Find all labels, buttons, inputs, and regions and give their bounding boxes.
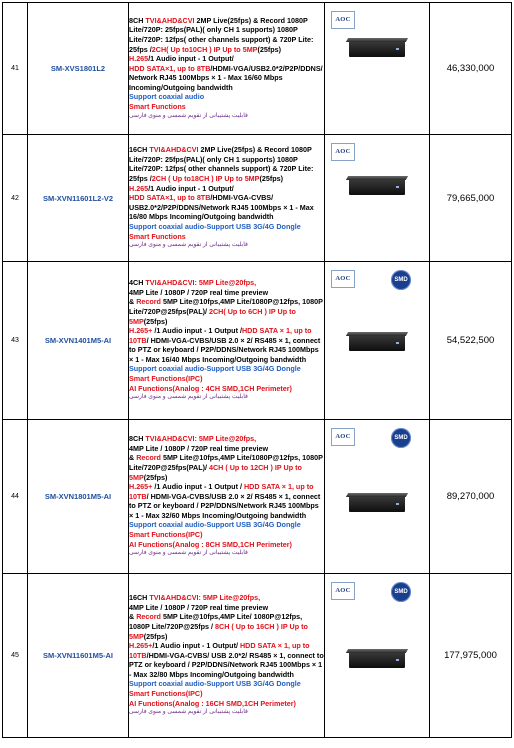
spec-highlight: Smart Functions(IPC) xyxy=(129,689,203,699)
price-value: 46,330,000 xyxy=(430,3,512,135)
spec-text: /HDMI-VGA-CVBS/ USB2.0*2/P2P/DDNS/Network RJ45 100Mbps × 1 - Max 16/80 Mbps Incoming/Outgoing bandwidth xyxy=(129,193,314,222)
spec-text: Network RJ45 100Mbps × 1 - Max 16/60 Mbps Incoming/Outgoing bandwidth xyxy=(129,73,283,92)
spec-text: /1 Audio input - 1 Output / xyxy=(152,482,244,492)
model-code: SM-XVN11601L2-V2 xyxy=(28,135,129,262)
row-number: 43 xyxy=(3,262,28,420)
model-code: SM-XVN1401M5-AI xyxy=(28,262,129,420)
spec-highlight: Support coaxial audio-Support USB 3G/4G Dongle xyxy=(129,364,301,374)
spec-text: /HDMI-VGA/USB2.0*2/P2P/DDNS/ xyxy=(210,63,323,73)
spec-text: 8CH xyxy=(129,15,146,25)
spec-highlight: TVI&AHD&CVI xyxy=(149,145,199,155)
persian-calendar-note: قابلیت پشتیبانی از تقویم شمسی و منوی فارسی xyxy=(129,242,248,249)
spec-text: /1 Audio input - 1 Output/ xyxy=(152,641,240,651)
spec-text: 2MP Live(25fps) & Record 1080P Lite/720P: 25fps(PAL)( only CH 1 supports) 1080P Lite/720P: 12fps( other channels support) & 720P Lite: 25fps / xyxy=(129,15,314,54)
spec-highlight: Smart Functions(IPC) xyxy=(129,530,203,540)
price-value: 79,665,000 xyxy=(430,135,512,262)
spec-highlight: AI Functions(Analog : 4CH SMD,1CH Perimeter) xyxy=(129,383,292,393)
spec-highlight: TVI&AHD&CVI: 5MP Lite@20fps, xyxy=(145,434,257,444)
spec-highlight: Smart Functions xyxy=(129,102,186,112)
smd-badge-icon: SMD xyxy=(391,428,411,448)
aoc-logo: AOC xyxy=(331,270,355,288)
model-code: SM-XVS1801L2 xyxy=(28,3,129,135)
spec-text: /1 Audio input - 1 Output / xyxy=(152,326,242,336)
spec-text: 5MP Lite@10fps,4MP Lite/1080P@12fps, 1080P Lite/720P@25fps(PAL)/ xyxy=(129,453,323,472)
spec-text: 8CH xyxy=(129,434,146,444)
spec-text: (25fps) xyxy=(143,472,168,482)
product-image-cell xyxy=(325,262,430,420)
spec-text: (25fps) xyxy=(259,174,284,184)
product-image-cell xyxy=(325,574,430,738)
spec-highlight: TVI&AHD&CVI: 5MP Lite@20fps, xyxy=(145,278,257,288)
aoc-logo: AOC xyxy=(331,143,355,161)
spec-text: /1 Audio input - 1 Output/ xyxy=(148,183,234,193)
spec-highlight: Smart Functions xyxy=(129,231,186,241)
spec-highlight: HDD SATA × 1, up to 10TB xyxy=(129,482,314,501)
aoc-logo: AOC xyxy=(331,11,355,29)
product-image-cell xyxy=(325,135,430,262)
spec-highlight: Smart Functions(IPC) xyxy=(129,374,203,384)
spec-text: 4MP Lite / 1080P / 720P real time preview xyxy=(129,443,269,453)
spec-text: / HDMI-VGA-CVBS/USB 2.0 × 2/ RS485 × 1, connect to PTZ or keyboard / P2P/DDNS/Network RJ45 100Mbps × 1 - Max 32/60 Mbps Incoming/Outgoing bandwidth xyxy=(129,491,321,520)
price-list-table xyxy=(2,2,512,738)
spec-text: /HDMI-VGA-CVBS/ USB 2.0*2/ RS485 × 1, connect to PTZ or keyboard / P2P/DDNS/Network RJ45 100Mbps × 1 - Max 32/80 Mbps Incoming/Outgoing bandwidth xyxy=(129,650,324,679)
spec-highlight: TVI&AHD&CVI xyxy=(145,15,195,25)
product-row xyxy=(3,574,512,738)
price-value: 54,522,500 xyxy=(430,262,512,420)
persian-calendar-note: قابلیت پشتیبانی از تقویم شمسی و منوی فارسی xyxy=(129,394,248,401)
spec-text: 4CH xyxy=(129,278,146,288)
product-image-cell xyxy=(325,3,430,135)
spec-text: & xyxy=(129,612,137,622)
spec-highlight: 2CH( Up to10CH ) IP Up to 5MP xyxy=(151,44,258,54)
spec-highlight: H.265+ xyxy=(129,326,153,336)
spec-highlight: HDD SATA×1, up to 8TB xyxy=(129,63,211,73)
spec-highlight: 2CH( Up to 6CH ) IP Up to 5MP xyxy=(129,306,296,326)
spec-text: 5MP Lite@10fps,4MP Lite/1080P@12fps, 1080P Lite/720P@25fps(PAL)/ xyxy=(129,297,323,316)
spec-text: & xyxy=(129,297,137,307)
spec-highlight: Record xyxy=(136,453,161,463)
aoc-logo: AOC xyxy=(331,428,355,446)
spec-highlight: H.265 xyxy=(129,54,149,64)
spec-description xyxy=(129,262,325,420)
spec-highlight: HDD SATA × 1, up to 10TB xyxy=(129,641,310,660)
dvr-device-image xyxy=(349,335,405,351)
row-number: 44 xyxy=(3,420,28,574)
spec-highlight: Support coaxial audio-Support USB 3G/4G Dongle xyxy=(129,679,301,689)
product-row xyxy=(3,262,512,420)
price-value: 177,975,000 xyxy=(430,574,512,738)
spec-text: 4MP Lite / 1080P / 720P real time preview xyxy=(129,602,269,612)
spec-text: 2MP Live(25fps) & Record 1080P Lite/720P: 25fps(PAL)( only CH 1 supports) 1080P Lite/720P: 12fps( other channels support) & 720P Lite: 25fps / xyxy=(129,145,314,184)
spec-text: 5MP Lite@10fps,4MP Lite/ 1080P@12fps, 1080P Lite/720P@25fps / xyxy=(129,612,303,631)
persian-calendar-note: قابلیت پشتیبانی از تقویم شمسی و منوی فارسی xyxy=(129,112,248,119)
spec-text: 4MP Lite / 1080P / 720P real time preview xyxy=(129,287,269,297)
dvr-device-image xyxy=(349,179,405,195)
spec-description xyxy=(129,574,325,738)
product-row xyxy=(3,3,512,135)
spec-highlight: Record xyxy=(136,612,161,622)
spec-description xyxy=(129,135,325,262)
spec-highlight: Support coaxial audio-Support USB 3G/4G Dongle xyxy=(129,221,301,231)
spec-highlight: AI Functions(Analog : 16CH SMD,1CH Perimeter) xyxy=(129,698,296,708)
spec-highlight: H.265 xyxy=(129,183,149,193)
spec-text: 16CH xyxy=(129,145,150,155)
spec-highlight: H.265+ xyxy=(129,482,153,492)
spec-text: / HDMI-VGA-CVBS/USB 2.0 × 2/ RS485 × 1, connect to PTZ or keyboard / P2P/DDNS/Network RJ45 100Mbps × 1 - Max 16/40 Mbps Incoming/Outgoing bandwidth xyxy=(129,335,321,364)
spec-highlight: 4CH ( Up to 12CH ) IP Up to 5MP xyxy=(129,462,302,482)
spec-highlight: AI Functions(Analog : 8CH SMD,1CH Perimeter) xyxy=(129,539,292,549)
dvr-device-image xyxy=(349,652,405,668)
aoc-logo: AOC xyxy=(331,582,355,600)
spec-description xyxy=(129,420,325,574)
product-row xyxy=(3,135,512,262)
row-number: 42 xyxy=(3,135,28,262)
row-number: 41 xyxy=(3,3,28,135)
spec-text: (25fps) xyxy=(143,631,168,641)
spec-description xyxy=(129,3,325,135)
spec-text: (25fps) xyxy=(143,316,168,326)
product-image-cell xyxy=(325,420,430,574)
spec-highlight: Support coaxial audio-Support USB 3G/4G Dongle xyxy=(129,520,301,530)
spec-highlight: 2CH ( Up to18CH ) IP Up to 5MP xyxy=(151,174,260,184)
spec-highlight: Support coaxial audio xyxy=(129,92,205,102)
spec-highlight: TVI&AHD&CVI: 5MP Lite@20fps, xyxy=(149,593,261,603)
dvr-device-image xyxy=(349,496,405,512)
persian-calendar-note: قابلیت پشتیبانی از تقویم شمسی و منوی فارسی xyxy=(129,550,248,557)
spec-text: /1 Audio input - 1 Output/ xyxy=(148,54,234,64)
spec-text: 16CH xyxy=(129,593,150,603)
spec-highlight: Record xyxy=(136,297,161,307)
model-code: SM-XVN11601M5-AI xyxy=(28,574,129,738)
smd-badge-icon: SMD xyxy=(391,582,411,602)
dvr-device-image xyxy=(349,41,405,57)
spec-highlight: HDD SATA×1, up to 8TB xyxy=(129,193,211,203)
model-code: SM-XVN1801M5-AI xyxy=(28,420,129,574)
spec-text: & xyxy=(129,453,137,463)
smd-badge-icon: SMD xyxy=(391,270,411,290)
persian-calendar-note: قابلیت پشتیبانی از تقویم شمسی و منوی فارسی xyxy=(129,709,248,716)
product-row xyxy=(3,420,512,574)
spec-highlight: H.265+ xyxy=(129,641,153,651)
spec-text: (25fps) xyxy=(257,44,282,54)
spec-highlight: HDD SATA × 1, up to 10TB xyxy=(129,326,312,345)
row-number: 45 xyxy=(3,574,28,738)
spec-highlight: 8CH ( Up to 16CH ) IP Up to 5MP xyxy=(129,621,308,641)
price-list-body xyxy=(3,3,512,738)
price-value: 89,270,000 xyxy=(430,420,512,574)
